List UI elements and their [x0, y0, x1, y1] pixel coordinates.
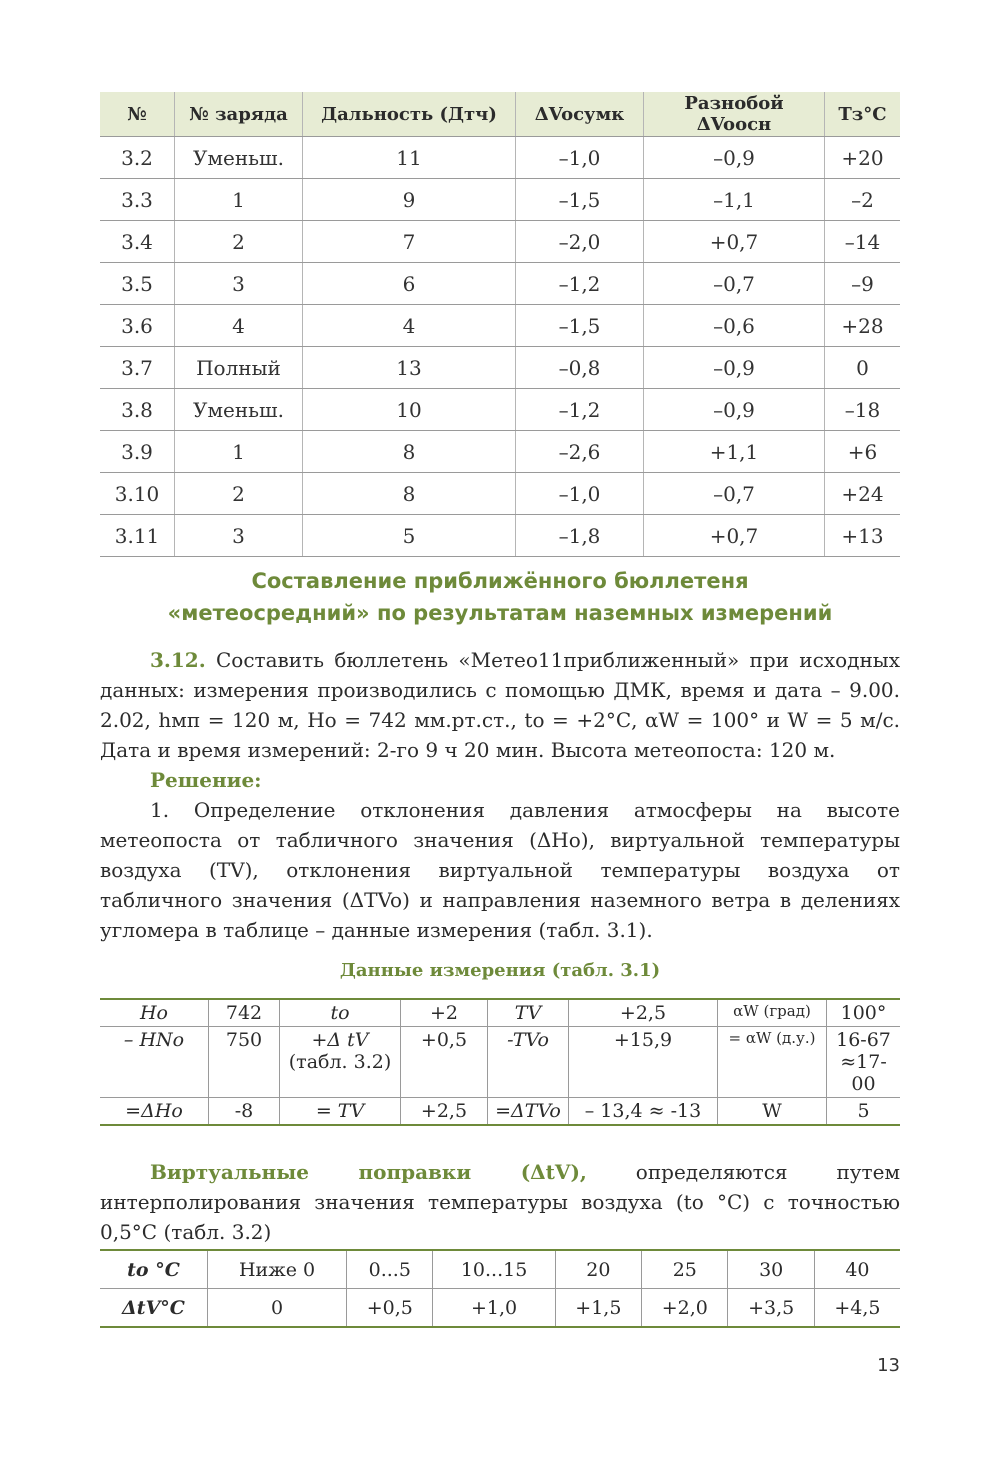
cell-line: ≈17-00	[840, 1051, 887, 1095]
table-cell: +4,5	[814, 1289, 900, 1328]
table-cell: +1,0	[433, 1289, 555, 1328]
table-cell: –1,1	[644, 179, 825, 221]
table-cell: 10	[303, 389, 516, 431]
cell: 742	[209, 999, 280, 1027]
table-cell: 0	[825, 347, 901, 389]
table-cell: 1	[175, 179, 303, 221]
table-cell: –0,7	[644, 263, 825, 305]
virtual-label: Виртуальные поправки (ΔtV),	[150, 1160, 587, 1184]
table-cell: –18	[825, 389, 901, 431]
cell: tо	[280, 999, 401, 1027]
table-row	[100, 1250, 900, 1289]
table-cell: –0,9	[644, 137, 825, 179]
table-cell: 20	[555, 1250, 641, 1289]
cell: TV	[488, 999, 569, 1027]
table-cell: 13	[303, 347, 516, 389]
table-cell: +6	[825, 431, 901, 473]
task-text: Составить бюллетень «Метео11приближенный» при исходных данных: измерения производились с помощью ДМК, время и дата – 9.00. 2.02, hмп = 120 м, Hо = 742 мм.рт.ст., tо = +2°С, αW = 100° и W = 5 м/с. Дата и время измерений: 2-го 9 ч 20 мин. Высота метеопоста: 120 м.	[100, 648, 900, 762]
table-cell: –0,8	[516, 347, 644, 389]
table-cell: 3.7	[100, 347, 175, 389]
table-cell: Ниже 0	[208, 1250, 347, 1289]
table-cell: tо °С	[100, 1250, 208, 1289]
table-cell: –1,5	[516, 179, 644, 221]
table-header-row	[100, 92, 900, 137]
table-cell: 0	[208, 1289, 347, 1328]
task-number: 3.12.	[150, 648, 206, 672]
cell	[827, 1027, 901, 1098]
table-cell: –14	[825, 221, 901, 263]
table-body	[100, 137, 900, 557]
table-cell: 3.8	[100, 389, 175, 431]
table-cell: +0,5	[347, 1289, 433, 1328]
table-measurements	[100, 998, 900, 1126]
table-cell: –2,0	[516, 221, 644, 263]
table-cell: +28	[825, 305, 901, 347]
table-cell: +1,1	[644, 431, 825, 473]
table-row	[100, 389, 900, 431]
cell: – HNo	[100, 1027, 209, 1098]
cell: 750	[209, 1027, 280, 1098]
table-cell: 3.2	[100, 137, 175, 179]
section-heading	[100, 565, 900, 629]
cell: +15,9	[569, 1027, 718, 1098]
solution-label-text: Решение:	[150, 768, 262, 792]
virtual-text	[100, 1157, 900, 1247]
table-cell: 3.10	[100, 473, 175, 515]
table-cell: 5	[303, 515, 516, 557]
cell: Hо	[100, 999, 209, 1027]
table-cell: –2	[825, 179, 901, 221]
cell: αW (град)	[718, 999, 827, 1027]
table-cell: –9	[825, 263, 901, 305]
table-row	[100, 431, 900, 473]
table-row	[100, 1289, 900, 1328]
col-header: Tз°C	[825, 92, 901, 137]
solution-label	[100, 765, 900, 795]
table-row	[100, 999, 900, 1027]
cell: +2,5	[401, 1098, 488, 1126]
table-cell: 3.6	[100, 305, 175, 347]
table-row	[100, 1027, 900, 1098]
page-number: 13	[877, 1355, 900, 1376]
table-cell: 3.3	[100, 179, 175, 221]
table-cell: –1,0	[516, 137, 644, 179]
cell-line: +Δ tV	[311, 1029, 369, 1051]
table-charges	[100, 92, 900, 557]
table-row	[100, 1098, 900, 1126]
table-cell: 2	[175, 473, 303, 515]
table-cell: –2,6	[516, 431, 644, 473]
table-cell: +3,5	[728, 1289, 814, 1328]
virtual-body: определяются путем интерполирования значения температуры воздуха (tо °С) с точностью 0,5°С (табл. 3.2)	[100, 1160, 900, 1244]
table-row	[100, 179, 900, 221]
table-row	[100, 221, 900, 263]
table-cell: 9	[303, 179, 516, 221]
table-cell: ΔtV°С	[100, 1289, 208, 1328]
cell: = αW (д.у.)	[718, 1027, 827, 1098]
table-cell: 8	[303, 431, 516, 473]
cell: +0,5	[401, 1027, 488, 1098]
cell: = TV	[280, 1098, 401, 1126]
table-cell: –1,2	[516, 263, 644, 305]
table-cell: 2	[175, 221, 303, 263]
table-cell: Полный	[175, 347, 303, 389]
table-cell: 4	[175, 305, 303, 347]
cell-line: (табл. 3.2)	[288, 1051, 392, 1073]
table-row	[100, 137, 900, 179]
table-cell: +24	[825, 473, 901, 515]
table-row	[100, 515, 900, 557]
cell: 5	[827, 1098, 901, 1126]
table-cell: –1,2	[516, 389, 644, 431]
table-cell: 3.4	[100, 221, 175, 263]
table-cell: 1	[175, 431, 303, 473]
table-row	[100, 305, 900, 347]
table-cell: +20	[825, 137, 901, 179]
table-cell: 25	[642, 1250, 728, 1289]
cell: +2,5	[569, 999, 718, 1027]
step-paragraph: 1. Определение отклонения давления атмосферы на высоте метеопоста от табличного значения (ΔHо), виртуальной температуры воздуха (TV), отклонения виртуальной температуры воздуха от табличного значения (ΔTVo) и направления наземного ветра в делениях угломера в таблице – данные измерения (табл. 3.1).	[100, 798, 900, 942]
section-heading-line: Составление приближённого бюллетеня	[251, 569, 749, 593]
table-cell: –1,0	[516, 473, 644, 515]
table-cell: 6	[303, 263, 516, 305]
table-cell: +2,0	[642, 1289, 728, 1328]
table-cell: 3.9	[100, 431, 175, 473]
cell: -8	[209, 1098, 280, 1126]
virtual-paragraph	[100, 1157, 900, 1247]
cell-line: 16-67	[836, 1029, 891, 1051]
table-cell: 10...15	[433, 1250, 555, 1289]
table-row	[100, 473, 900, 515]
col-header: №	[100, 92, 175, 137]
table-cell: +1,5	[555, 1289, 641, 1328]
cell: – 13,4 ≈ -13	[569, 1098, 718, 1126]
table-cell: 11	[303, 137, 516, 179]
table-cell: +13	[825, 515, 901, 557]
table-cell: –0,9	[644, 347, 825, 389]
cell: 100°	[827, 999, 901, 1027]
cell	[280, 1027, 401, 1098]
table-row	[100, 347, 900, 389]
col-header: Дальность (Дтч)	[303, 92, 516, 137]
cell: =ΔHо	[100, 1098, 209, 1126]
table-cell: 40	[814, 1250, 900, 1289]
cell: =ΔTVo	[488, 1098, 569, 1126]
cell: W	[718, 1098, 827, 1126]
table-cell: +0,7	[644, 515, 825, 557]
table-cell: –0,6	[644, 305, 825, 347]
section-heading-line: «метеосредний» по результатам наземных измерений	[167, 601, 833, 625]
task-block	[100, 645, 900, 945]
cell: +2	[401, 999, 488, 1027]
table-row	[100, 263, 900, 305]
table-cell: Уменьш.	[175, 137, 303, 179]
table-cell: –1,8	[516, 515, 644, 557]
table-cell: –0,7	[644, 473, 825, 515]
cell: -TVo	[488, 1027, 569, 1098]
table-cell: 0...5	[347, 1250, 433, 1289]
table-virtual-corrections	[100, 1249, 900, 1328]
table-cell: 4	[303, 305, 516, 347]
table-cell: –1,5	[516, 305, 644, 347]
col-header: Разнобой ΔVoосн	[644, 92, 825, 137]
col-header: ΔVoсумк	[516, 92, 644, 137]
table-cell: 3.11	[100, 515, 175, 557]
table-cell: 30	[728, 1250, 814, 1289]
col-header: № заряда	[175, 92, 303, 137]
table-cell: 3.5	[100, 263, 175, 305]
table-cell: +0,7	[644, 221, 825, 263]
table-cell: Уменьш.	[175, 389, 303, 431]
table-cell: 3	[175, 263, 303, 305]
table-cell: –0,9	[644, 389, 825, 431]
table-cell: 7	[303, 221, 516, 263]
task-paragraph	[100, 645, 900, 765]
table-cell: 3	[175, 515, 303, 557]
table-cell: 8	[303, 473, 516, 515]
table-caption: Данные измерения (табл. 3.1)	[339, 960, 661, 981]
